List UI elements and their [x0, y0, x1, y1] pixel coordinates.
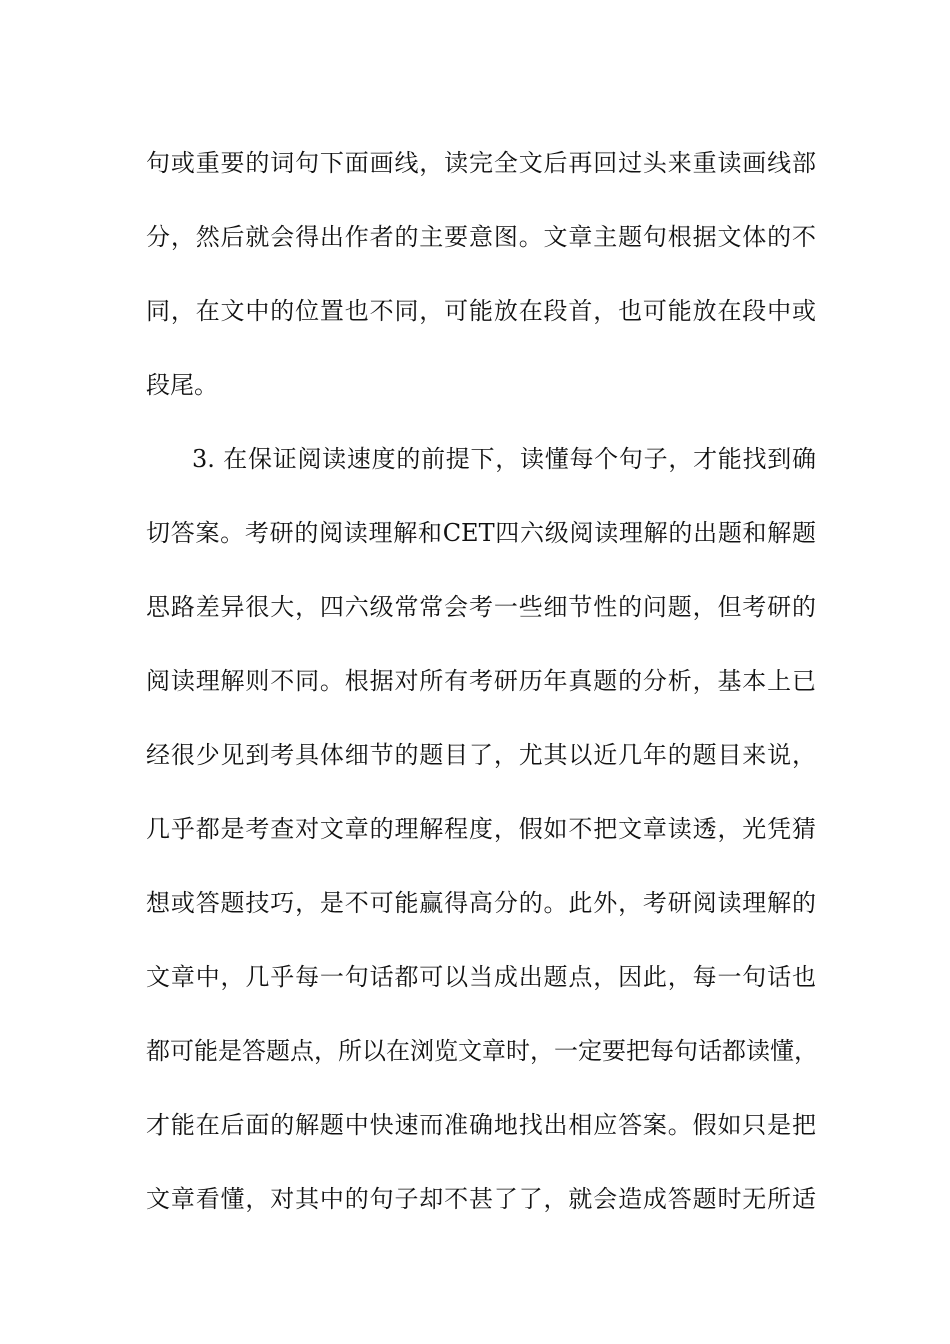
text-line: 几乎都是考查对文章的理解程度，假如不把文章读透，光凭猜 — [146, 815, 816, 843]
body-text — [146, 126, 816, 1236]
text-line: 3. 在保证阅读速度的前提下，读懂每个句子，才能找到确 — [192, 445, 816, 473]
text-line: 思路差异很大，四六级常常会考一些细节性的问题，但考研的 — [146, 593, 816, 621]
text-line: 才能在后面的解题中快速而准确地找出相应答案。假如只是把 — [146, 1111, 816, 1139]
text-line: 经很少见到考具体细节的题目了，尤其以近几年的题目来说， — [146, 741, 816, 769]
text-line: 同，在文中的位置也不同，可能放在段首，也可能放在段中或 — [146, 297, 816, 325]
text-line: 段尾。 — [146, 371, 218, 399]
text-line: 文章看懂，对其中的句子却不甚了了，就会造成答题时无所适 — [146, 1185, 816, 1213]
text-line: 分，然后就会得出作者的主要意图。文章主题句根据文体的不 — [146, 223, 816, 251]
text-line: 阅读理解则不同。根据对所有考研历年真题的分析，基本上已 — [146, 667, 816, 695]
text-line: 句或重要的词句下面画线，读完全文后再回过头来重读画线部 — [146, 149, 816, 177]
text-line: 都可能是答题点，所以在浏览文章时，一定要把每句话都读懂， — [146, 1037, 818, 1065]
text-line: 想或答题技巧，是不可能赢得高分的。此外，考研阅读理解的 — [146, 889, 816, 917]
text-line: 文章中，几乎每一句话都可以当成出题点，因此，每一句话也 — [146, 963, 816, 991]
text-line: 切答案。考研的阅读理解和CET四六级阅读理解的出题和解题 — [146, 519, 816, 547]
